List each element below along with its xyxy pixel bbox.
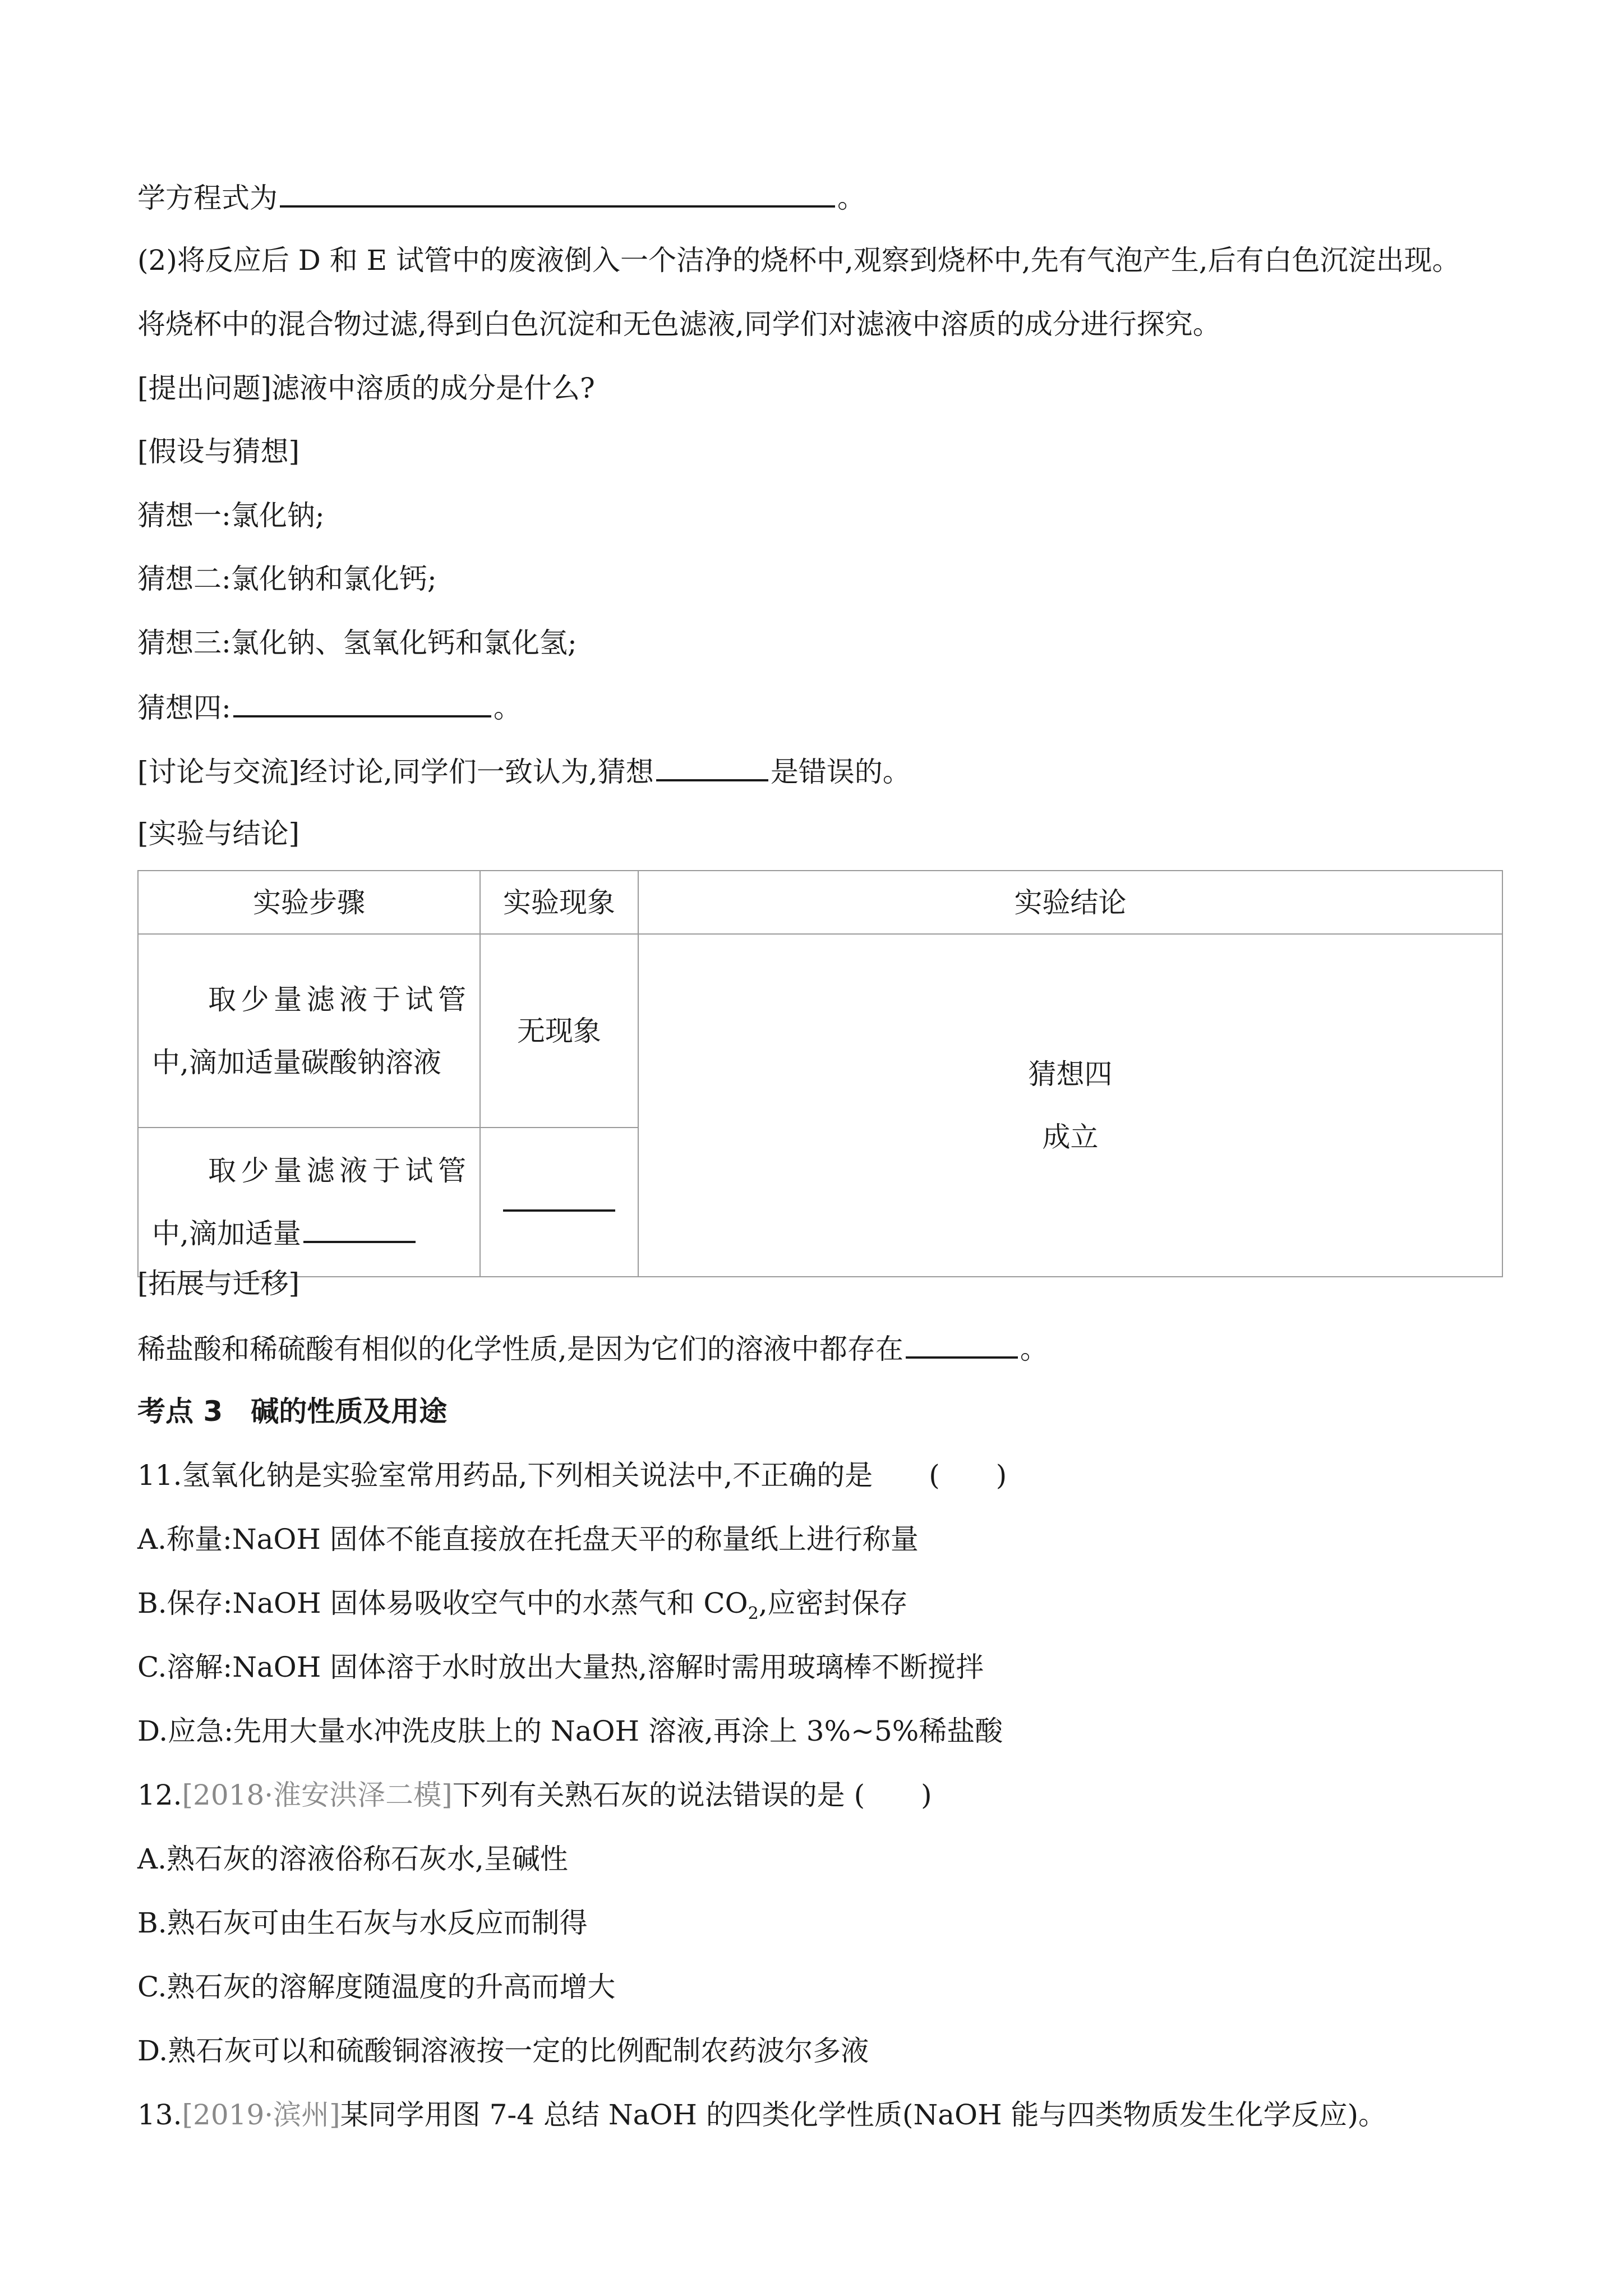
- answer-blank[interactable]: [503, 1193, 615, 1212]
- text-line: [假设与猜想]: [137, 435, 300, 468]
- text-line: [实验与结论]: [137, 817, 300, 850]
- line-text: 学方程式为: [137, 182, 278, 214]
- option-text: ,应密封保存: [758, 1587, 908, 1619]
- step-text: 取少量滤液于试管中,滴加适量: [152, 1154, 466, 1250]
- question-11: 11.氢氧化钠是实验室常用药品,下列相关说法中,不正确的是 ( ): [137, 1459, 1007, 1492]
- option-d: D.应急:先用大量水冲洗皮肤上的 NaOH 溶液,再涂上 3%~5%稀盐酸: [137, 1715, 1003, 1747]
- table-cell-phenomenon: [480, 1128, 638, 1277]
- table-cell-phenomenon: 无现象: [480, 934, 638, 1128]
- question-text: 下列有关熟石灰的说法错误的是 ( ): [452, 1779, 932, 1811]
- option-text: B.保存:NaOH 固体易吸收空气中的水蒸气和 CO: [137, 1587, 748, 1619]
- text-line: [137, 180, 865, 215]
- line-text: 。: [493, 692, 522, 724]
- answer-blank[interactable]: [906, 1331, 1018, 1359]
- answer-blank[interactable]: [303, 1224, 416, 1243]
- text-line: [137, 689, 522, 725]
- answer-blank[interactable]: [233, 689, 491, 717]
- line-text: [讨论与交流]经讨论,同学们一致认为,猜想: [137, 756, 654, 788]
- text-line: 猜想二:氯化钠和氯化钙;: [137, 563, 437, 595]
- text-line: (2)将反应后 D 和 E 试管中的废液倒入一个洁净的烧杯中,观察到烧杯中,先有气泡产生,后有白色沉淀出现。: [137, 244, 1460, 277]
- answer-blank[interactable]: [656, 753, 768, 781]
- line-text: 是错误的。: [770, 756, 911, 788]
- text-line: 猜想一:氯化钠;: [137, 499, 325, 532]
- text-line: [137, 1331, 1048, 1366]
- conclusion-line: 成立: [1042, 1120, 1099, 1153]
- table-header-cell: 实验现象: [480, 871, 638, 934]
- text-line: [提出问题]滤液中溶质的成分是什么?: [137, 372, 595, 404]
- table-cell-step: 取少量滤液于试管中,滴加适量碳酸钠溶液: [138, 934, 480, 1128]
- question-text: 某同学用图 7-4 总结 NaOH 的四类化学性质(NaOH 能与四类物质发生化学反应)。: [340, 2099, 1386, 2131]
- question-source: [2018·淮安洪泽二模]: [182, 1779, 453, 1811]
- line-text: 猜想四:: [137, 692, 231, 724]
- text-line: 将烧杯中的混合物过滤,得到白色沉淀和无色滤液,同学们对滤液中溶质的成分进行探究。: [137, 308, 1221, 341]
- option-b: B.熟石灰可由生石灰与水反应而制得: [137, 1907, 588, 1939]
- option-d: D.熟石灰可以和硫酸铜溶液按一定的比例配制农药波尔多液: [137, 2035, 869, 2067]
- section-title: 考点 3 碱的性质及用途: [137, 1395, 448, 1428]
- question-number: 12.: [137, 1779, 182, 1811]
- table-header-cell: 实验步骤: [138, 871, 480, 934]
- answer-blank[interactable]: [280, 180, 835, 208]
- line-text: 。: [1020, 1333, 1048, 1365]
- text-line: 猜想三:氯化钠、氢氧化钙和氯化氢;: [137, 627, 577, 659]
- option-a: A.熟石灰的溶液俗称石灰水,呈碱性: [137, 1843, 568, 1875]
- option-a: A.称量:NaOH 固体不能直接放在托盘天平的称量纸上进行称量: [137, 1523, 919, 1556]
- text-line: [137, 753, 911, 789]
- question-number: 13.: [137, 2099, 182, 2131]
- option-c: C.熟石灰的溶解度随温度的升高而增大: [137, 1971, 616, 2003]
- question-13: [137, 2098, 1386, 2132]
- experiment-table: [137, 870, 1503, 1277]
- text-line: [拓展与迁移]: [137, 1267, 300, 1300]
- table-cell-conclusion: [638, 934, 1502, 1277]
- subscript: 2: [748, 1604, 759, 1623]
- conclusion-line: 猜想四: [1028, 1057, 1113, 1091]
- table-header-cell: 实验结论: [638, 871, 1502, 934]
- option-c: C.溶解:NaOH 固体溶于水时放出大量热,溶解时需用玻璃棒不断搅拌: [137, 1651, 984, 1683]
- line-text: 稀盐酸和稀硫酸有相似的化学性质,是因为它们的溶液中都存在: [137, 1333, 903, 1365]
- question-12: [137, 1778, 932, 1812]
- question-source: [2019·滨州]: [182, 2099, 340, 2131]
- table-cell-step: [138, 1128, 480, 1277]
- option-b: [137, 1586, 908, 1631]
- line-text: 。: [837, 182, 865, 214]
